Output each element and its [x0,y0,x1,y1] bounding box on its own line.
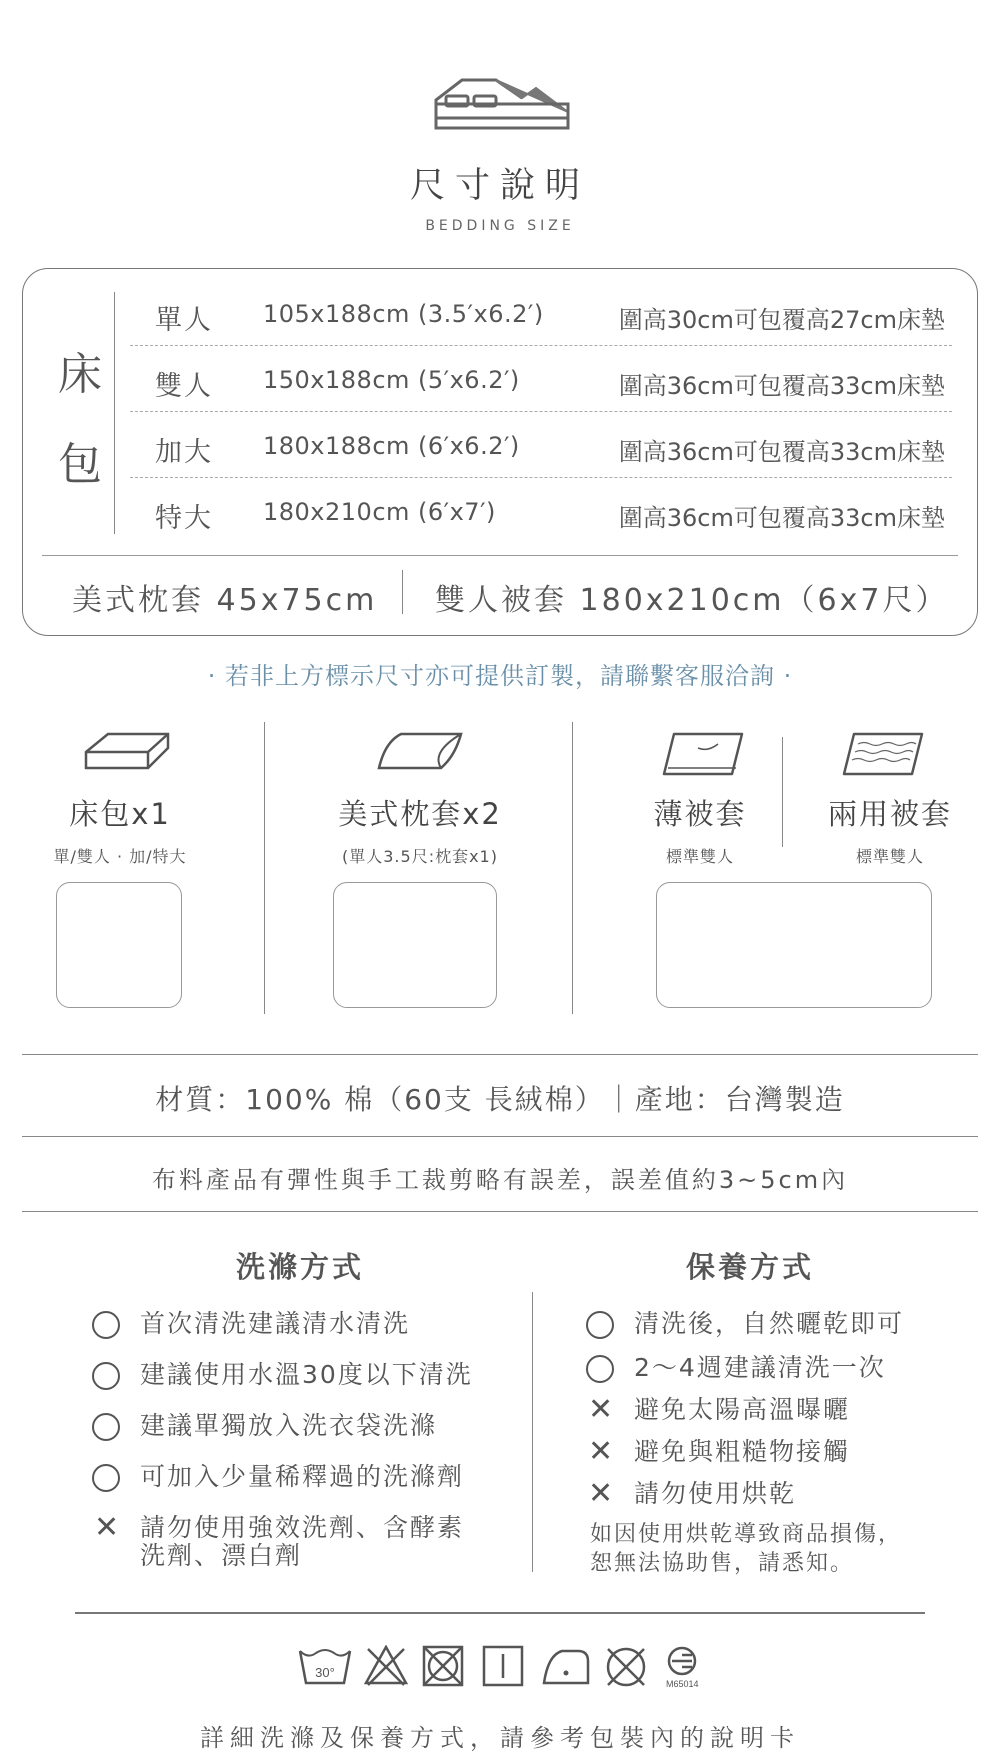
certification-icon [662,1645,712,1689]
line-dry-icon [482,1645,524,1687]
wash-30-icon [298,1645,352,1687]
circle-icon [586,1311,614,1339]
washing-title: 洗滌方式 [235,1250,364,1284]
care-title: 保養方式 [685,1250,814,1284]
thin-quilt-icon [660,730,746,778]
section-divider [22,1211,978,1212]
circle-icon [92,1362,120,1390]
size-name: 加大 [155,437,213,468]
dual-use-quilt-icon [840,730,926,778]
page-subtitle: BEDDING SIZE [425,218,575,234]
footer-note: 詳細洗滌及保養方式，請參考包裝內的說明卡 [200,1724,800,1752]
size-dimensions: 180x188cm (6′x6.2′) [263,432,520,460]
size-row [155,478,945,544]
quilt-size: 雙人被套 180x210cm（6x7尺） [435,583,949,618]
circle-icon [92,1413,120,1441]
size-row [155,412,945,478]
tolerance-note: 布料產品有彈性與手工裁剪略有誤差，誤差值約3~5cm內 [151,1166,849,1194]
table-separator [402,570,403,614]
size-dimensions: 105x188cm (3.5′x6.2′) [263,300,544,328]
item-sublabel: 標準雙人 [855,847,924,866]
no-dry-clean-icon [604,1645,648,1689]
item-sublabel: 標準雙人 [665,847,734,866]
product-image [56,882,182,1008]
item-divider [782,737,783,847]
size-name: 雙人 [155,371,213,402]
svg-text:30°: 30° [315,1665,335,1680]
fitted-sheet-icon [82,728,172,778]
pillow-size: 美式枕套 45x75cm [72,583,378,618]
item-sublabel: (單人3.5尺:枕套x1) [342,847,498,866]
size-name: 單人 [155,305,213,336]
size-row [155,346,945,412]
cross-icon: ✕ [588,1434,616,1469]
size-height: 圍高30cm可包覆高27cm床墊 [618,306,945,334]
size-height: 圍高36cm可包覆高33cm床墊 [618,438,945,466]
section-divider [75,1612,925,1614]
cross-icon: ✕ [588,1392,616,1427]
low-iron-icon [540,1645,592,1687]
category-char-2: 包 [58,439,102,490]
item-label: 薄被套 [653,797,747,831]
product-image [333,882,497,1008]
care-note: 如因使用烘乾導致商品損傷， 恕無法協助售，請悉知。 [590,1522,903,1576]
cross-icon: ✕ [94,1510,122,1545]
size-row [155,280,945,346]
size-dimensions: 150x188cm (5′x6.2′) [263,366,520,394]
item-label: 美式枕套x2 [338,797,502,831]
circle-icon [92,1311,120,1339]
size-dimensions: 180x210cm (6′x7′) [263,498,496,526]
pillow-icon [375,728,465,778]
circle-icon [92,1464,120,1492]
size-height: 圍高36cm可包覆高33cm床墊 [618,504,945,532]
no-bleach-icon [364,1645,408,1687]
item-divider [264,722,265,1014]
cross-icon: ✕ [588,1476,616,1511]
custom-order-note: · 若非上方標示尺寸亦可提供訂製，請聯繫客服洽詢 · [207,662,793,690]
size-name: 特大 [155,503,213,534]
circle-icon [586,1355,614,1383]
section-divider [22,1136,978,1137]
product-image [656,882,932,1008]
section-divider [22,1054,978,1055]
item-divider [572,722,573,1014]
no-tumble-dry-icon [422,1645,464,1687]
house-bed-icon [432,74,572,136]
category-divider [114,292,115,534]
item-label: 兩用被套 [827,797,952,831]
size-height: 圍高36cm可包覆高33cm床墊 [618,372,945,400]
svg-text:M65014: M65014 [666,1679,699,1689]
item-label: 床包x1 [69,797,171,831]
table-divider [42,555,958,556]
column-divider [532,1292,533,1572]
material-info: 材質：100% 棉（60支 長絨棉）｜產地：台灣製造 [155,1083,845,1116]
item-sublabel: 單/雙人 · 加/特大 [53,847,187,866]
category-char-1: 床 [58,349,102,400]
page-title: 尺寸說明 [409,166,590,206]
